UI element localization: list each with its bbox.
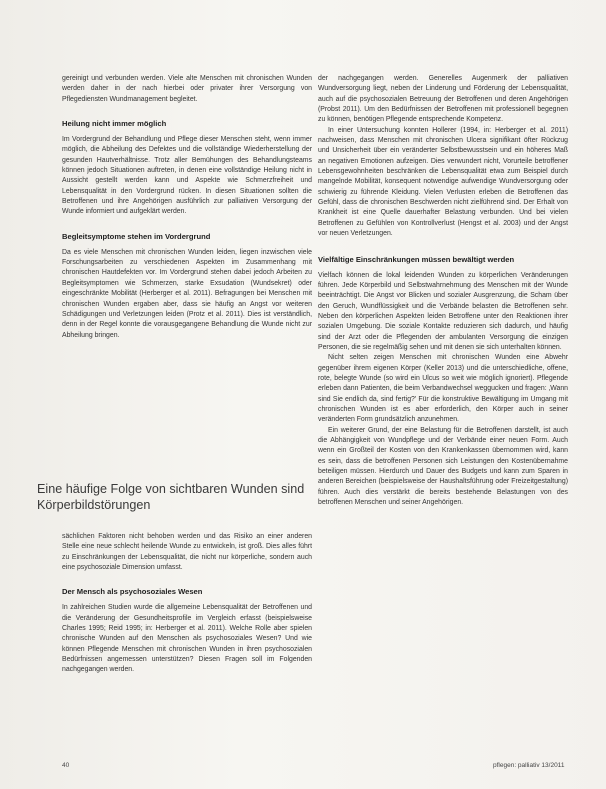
left-paragraph-1: Im Vordergrund der Behandlung und Pflege dieser Menschen steht, wenn immer möglich, die Abheilung des Defektes und die vollständige Wiederherstellung der gesunden Hautverhältnisse. Trotz aller Bemühungen des Behandlungsteams können jedoch Situationen auftreten, in denen eine vollständige Heilung nicht in Aussicht gestellt werden kann und Aspekte wie Schmerzfreiheit und Lebensqualität in den Vordergrund rücken. In diesen Situationen sollten die Betroffenen und ihre Angehörigen ausführlich zur palliativen Versorgung der Wunde informiert und aufgeklärt werden. <box>62 136 312 216</box>
left-paragraph-4: In zahlreichen Studien wurde die allgemeine Lebensqualität der Betroffenen und die Veränderung der Gesundheitsprofile im Vergleich erfasst (beispielsweise Charles 1995; Reid 1995; in: Herberger et al. 2011). Welche Rolle aber spielen chronische Wunden auf den Menschen als psychosoziales Wesen? Und wie können Pflegende Menschen mit chronischen Wunden in ihren psychosozialen Bedürfnissen angemessen unterstützen? Diesen Fragen soll im Folgenden nachgegangen werden. <box>62 604 312 674</box>
right-paragraph-5: Ein weiterer Grund, der eine Belastung für die Betroffenen darstellt, ist auch die Abhängigkeit von Wundpflege und der Verbände einer neuen Form. Auch wenn ein Großteil der Kosten von den Krankenkassen übernommen wird, kann es sein, dass die betroffenen Personen sich Leistungen den Kostenübernahme beteiligen müssen. Hierdurch und Dauer des Budgets und kann zum Sparen in anderen Bereichen (beispielsweise der Haushaltsführung oder Freizeitgestaltung) führen. Auch dies verstärkt die bereits bestehende Belastungen von des betroffenen Menschen und seiner Angehörigen. <box>318 426 568 507</box>
magazine-footer: pflegen: palliativ 13/2011 <box>493 762 565 769</box>
right-paragraph-1: der nachgegangen werden. Generelles Augenmerk der palliativen Wundversorgung liegt, neben der Linderung und Förderung der Lebensqualität, auch auf die psychosozialen Betreuung der Betroffenen und deren Angehörigen (Probst 2011). Um den Bedürfnissen der Betroffenen mit professionell begegnen zu können, benötigen Pflegende entsprechende Kompetenz. <box>318 75 568 124</box>
right-paragraph-2: In einer Untersuchung konnten Hollerer (1994, in: Herberger et al. 2011) nachweisen, dass Menschen mit chronischen Ulcera signifikant öfter Rückzug und Unsicherheit über ein veränderter Selbstbewusstsein und ein höheres Maß an negativen Emotionen aufzeigen. Dies verwundert nicht, Vorurteile betroffener Lebensgewohnheiten beschränken die Lebensqualität etwa zum Beispiel durch mangelnde Mobilität, konsequent notwendige aufwendige Wundversorgung oder schwierig zu führende Kleidung. Vielen Verlusten erleben die Betroffenen das Gefühl, dass die chronischen Beschwerden nicht zielführend sind. Der Erhalt von Krankheit ist eine Quelle dauerhafter Belastung verbunden. Und bei vielen Betroffenen zu Gefühlen von Kontrollverlust (Hengst et al. 2003) und der Angst vor neuen Verletzungen. <box>318 126 568 238</box>
left-column <box>62 74 312 341</box>
heading-begleitsymptome: Begleitsymptome stehen im Vordergrund <box>62 231 211 241</box>
right-paragraph-4: Nicht selten zeigen Menschen mit chronischen Wunden eine Abwehr gegenüber ihrem eigenen Körper (Keller 2013) und die unterschiedliche, offene, rote, belegte Wunde (so wird ein Ulcus so weit wie möglich ignoriert). Pflegende erleben dann Patienten, die beim Verbandwechsel weggucken und fragen: ‚Wann sind Sie endlich da, sind fertig?' Für die konstruktive Bewältigung im Umgang mit chronischen Wunden ist es aber erforderlich, den Körper auch in seiner veränderten Form grundsätzlich anzunehmen. <box>318 354 568 424</box>
left-intro-paragraph: gereinigt und verbunden werden. Viele alte Menschen mit chronischen Wunden werden daher in der nach hierbei oder privater ihrer Versorgung von Pflegediensten Wundmanagement begleitet. <box>62 75 312 103</box>
heading-einschraenkungen: Vielfältige Einschränkungen müssen bewältigt werden <box>318 254 515 264</box>
pullquote: Eine häufige Folge von sichtbaren Wunden sind Körperbildstörungen <box>37 482 305 512</box>
left-paragraph-3: sächlichen Faktoren nicht behoben werden und das Risiko an einer anderen Stelle eine neue schlecht heilende Wunde zu entwickeln, ist groß. Dies alles führt zu Einschränkungen der Lebensqualität, die nicht nur körperliche, sondern auch eine psychosoziale Dimension umfasst. <box>62 533 312 572</box>
right-paragraph-3: Vielfach können die lokal leidenden Wunden zu körperlichen Veränderungen führen. Jede Körperbild und Selbstwahrnehmung des Menschen mit der Wunde beeinträchtigt. Die Angst vor Blicken und sozialer Ausgrenzung, die Scham über den Geruch, Wundflüssigkeit und die Verbände belasten die Betroffenen sehr. Neben den körperlichen Aspekten leiden Betroffene unter den Reaktionen ihrer sozialen Umgebung. Die soziale Kontakte reduzieren sich dadurch, und häufig sind der Arzt oder die Pflegenden der ambulanten Versorgung die einzigen Personen, die sie regelmäßig sehen und mit denen sie sich unterhalten können. <box>318 271 568 351</box>
heading-heilung: Heilung nicht immer möglich <box>62 119 167 129</box>
right-column <box>318 74 568 508</box>
left-column-lower <box>62 532 312 676</box>
left-paragraph-2: Da es viele Menschen mit chronischen Wunden leiden, liegen inzwischen viele Forschungsarbeiten zu verschiedenen Aspekten im Zusammenhang mit chronischen Hautdefekten vor. Im Vordergrund stehen dabei jedoch Arbeiten zu Begleitsymptomen wie Schmerzen, starke Exsudation (Wundsekret) oder eingeschränkte Mobilität (Herberger et al. 2011). Befragungen bei Menschen mit chronischen Wunden ergaben aber, dass sie häufig an Angst vor weiteren Schädigungen und Verletzungen leiden (Protz et al. 2011). Dies ist verständlich, denn in der Regel konnte die vorausgegangene Behandlung die Wunde nicht zur Abheilung bringen. <box>62 248 312 339</box>
heading-psychosozial: Der Mensch als psychosoziales Wesen <box>62 587 203 597</box>
page-number: 40 <box>62 762 70 769</box>
